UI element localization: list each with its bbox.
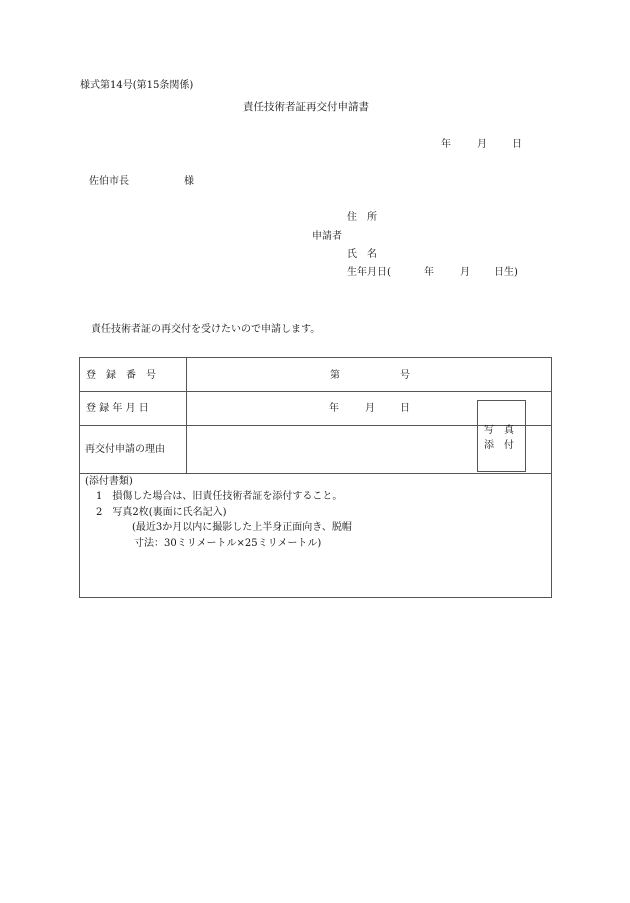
reason-label: 再交付申請の理由: [85, 444, 165, 455]
registration-number-label-cell: [80, 358, 187, 391]
attachment-item-1: 1 損傷した場合は、旧責任技術者証を添付すること。: [96, 491, 343, 502]
registration-number-suffix: 号: [400, 370, 410, 381]
registration-number-prefix: 第: [330, 370, 340, 381]
attachments-title: (添付書類): [85, 476, 133, 487]
registration-date-month: 月: [365, 403, 375, 414]
registration-date-label: 登 録 年 月 日: [86, 403, 149, 414]
date-day-label: 日: [512, 139, 522, 150]
attachment-item-2: 2 写真2枚(裏面に氏名記入): [96, 507, 227, 518]
attachment-item-2-note-2: 寸法：30ミリメートル×25ミリメートル): [134, 538, 322, 549]
birthdate-month-label: 月: [460, 267, 470, 278]
document-title: 責任技術者証再交付申請書: [243, 101, 369, 113]
photo-box-line-2: 添 付: [484, 440, 514, 451]
birthdate-year-label: 年: [424, 267, 434, 278]
date-month-label: 月: [477, 139, 487, 150]
form-number: 様式第14号(第15条関係): [80, 80, 194, 91]
registration-date-day: 日: [400, 403, 410, 414]
attachment-item-2-note-1: (最近3か月以内に撮影した上半身正面向き、脱帽: [132, 522, 352, 533]
reason-label-cell: [80, 426, 187, 473]
registration-number-label: 登 録 番 号: [86, 370, 156, 381]
photo-attachment-box: [477, 400, 526, 472]
photo-box-line-1: 写 真: [484, 425, 514, 436]
application-statement: 責任技術者証の再交付を受けたいので申請します。: [91, 324, 321, 335]
registration-date-year: 年: [329, 403, 339, 414]
applicant-label: 申請者: [312, 231, 342, 242]
birthdate-prefix: 生年月日(: [347, 267, 391, 278]
applicant-name-label: 氏 名: [347, 249, 377, 260]
applicant-address-label: 住 所: [347, 212, 377, 223]
date-year-label: 年: [441, 139, 451, 150]
addressee-honorific: 様: [184, 176, 194, 187]
registration-number-row: [80, 358, 551, 392]
registration-date-label-cell: [80, 392, 187, 425]
addressee-name: 佐伯市長: [89, 176, 129, 187]
form-table: [79, 357, 552, 598]
birthdate-day-suffix: 日生): [494, 267, 518, 278]
